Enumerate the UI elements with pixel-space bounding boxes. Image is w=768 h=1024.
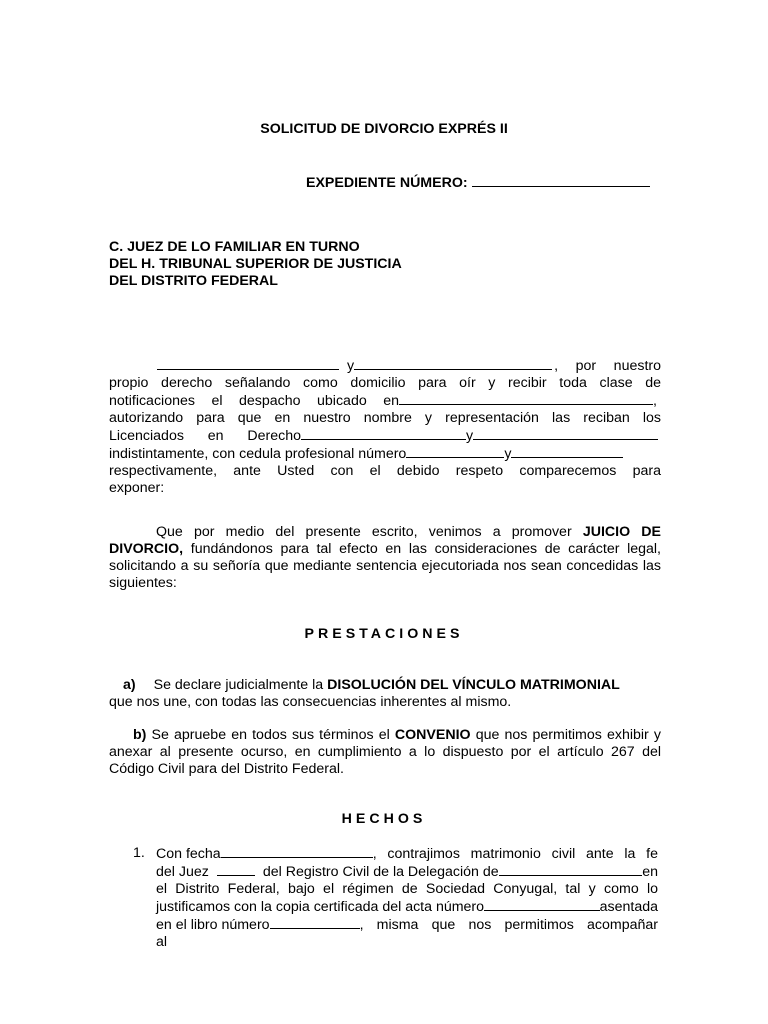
- hecho-1-line-5: [156, 916, 658, 934]
- delegacion-blank: [499, 863, 643, 876]
- body-text-a: Que por medio del presente escrito, venimos a promover: [156, 524, 583, 540]
- hecho-1-line-1: [156, 845, 658, 863]
- expediente-blank: [472, 172, 650, 187]
- hecho-1-text-5b: , misma que nos permitimos acompañar: [359, 917, 658, 933]
- hecho-1: [156, 845, 658, 951]
- prestacion-a-text-1: Se declare judicialmente la: [153, 677, 328, 693]
- addressee-line-2: DEL H. TRIBUNAL SUPERIOR DE JUSTICIA: [109, 256, 402, 272]
- cedula-blank-2: [511, 445, 623, 458]
- body-text-b: fundándonos para tal efecto en las consideraciones de carácter legal, solicitando a su señoría que mediante sentencia ejecutoriada nos sean concedidas las siguientes:: [109, 541, 661, 591]
- hechos-heading: HECHOS: [341, 811, 427, 827]
- prestacion-a-line-1: [109, 677, 661, 694]
- intro-text-1: , por nuestro: [554, 358, 661, 374]
- hecho-1-text-4b: asentada: [599, 899, 658, 915]
- document-title: SOLICITUD DE DIVORCIO EXPRÉS II: [260, 121, 508, 137]
- intro-paragraph: [109, 357, 661, 497]
- hecho-1-text-2c: en: [642, 864, 658, 880]
- addressee-line-3: DEL DISTRITO FEDERAL: [109, 273, 278, 289]
- hecho-1-text-1b: , contrajimos matrimonio civil ante la fe: [372, 846, 658, 862]
- hecho-1-line-3: el Distrito Federal, bajo el régimen de Sociedad Conyugal, tal y como lo: [156, 881, 658, 897]
- lawyer-blank-1: [301, 427, 466, 440]
- intro-line-6: [109, 445, 661, 463]
- juez-blank: [217, 863, 255, 876]
- libro-blank: [270, 916, 360, 929]
- prestacion-a-line-2: que nos une, con todas las consecuencias inherentes al mismo.: [109, 694, 512, 710]
- intro-text-3: notificaciones el despacho ubicado en: [109, 393, 399, 409]
- prestacion-b-text-1: Se apruebe en todos sus términos el: [146, 727, 395, 743]
- hecho-1-line-4: [156, 898, 658, 916]
- name-blank-1: [157, 357, 339, 370]
- addressee-line-1: C. JUEZ DE LO FAMILIAR EN TURNO: [109, 239, 360, 255]
- intro-comma-3: ,: [653, 393, 657, 409]
- expediente-label: EXPEDIENTE NÚMERO:: [306, 175, 468, 191]
- hecho-1-line-2: [156, 863, 658, 881]
- hecho-1-text-4a: justificamos con la copia certificada del acta número: [156, 899, 485, 915]
- prestacion-b-marker: b): [133, 727, 147, 743]
- hecho-1-number: 1.: [133, 845, 145, 861]
- hecho-1-text-2b: del Registro Civil de la Delegación de: [262, 864, 499, 880]
- hecho-1-text-1a: Con fecha: [156, 846, 221, 862]
- acta-blank: [484, 898, 600, 911]
- expediente-line: [306, 172, 650, 191]
- body-paragraph: [109, 524, 661, 592]
- address-blank: [399, 392, 653, 405]
- name-blank-2: [354, 357, 552, 370]
- intro-line-7: respectivamente, ante Usted con el debido respeto comparecemos para: [109, 463, 661, 479]
- hecho-1-text-2a: del Juez: [156, 864, 209, 880]
- intro-line-3: [109, 392, 661, 410]
- intro-line-1: [109, 357, 661, 375]
- intro-text-5: Licenciados en Derecho: [109, 428, 301, 444]
- body-bold: JUICIO DE DIVORCIO,: [109, 524, 661, 557]
- intro-line-2: propio derecho señalando como domicilio para oír y recibir toda clase de: [109, 375, 661, 391]
- prestacion-a-bold: DISOLUCIÓN DEL VÍNCULO MATRIMONIAL: [327, 677, 620, 693]
- prestaciones-heading: PRESTACIONES: [304, 626, 464, 642]
- prestacion-b-bold: CONVENIO: [394, 727, 471, 743]
- intro-y-1: y: [347, 358, 355, 374]
- fecha-blank: [221, 845, 373, 858]
- hecho-1-line-6: al: [156, 934, 168, 950]
- cedula-blank-1: [406, 445, 504, 458]
- intro-y-5: y: [466, 428, 474, 444]
- prestacion-b-text-2: que nos permitimos exhibir y anexar al presente ocurso, en cumplimiento a lo dispuesto por el artículo 267 del Código Civil para del Distrito Federal.: [109, 727, 662, 777]
- prestacion-b: [109, 727, 661, 778]
- hecho-1-text-5a: en el libro número: [156, 917, 270, 933]
- intro-y-6: y: [504, 446, 512, 462]
- intro-text-6: indistintamente, con cedula profesional número: [109, 446, 407, 462]
- lawyer-blank-2: [473, 427, 658, 440]
- prestacion-a: [109, 677, 661, 711]
- intro-line-5: [109, 427, 661, 445]
- prestacion-a-marker: a): [123, 677, 136, 693]
- addressee-block: [109, 239, 402, 290]
- intro-line-8: exponer:: [109, 480, 165, 496]
- intro-line-4: autorizando para que en nuestro nombre y representación las reciban los: [109, 410, 661, 426]
